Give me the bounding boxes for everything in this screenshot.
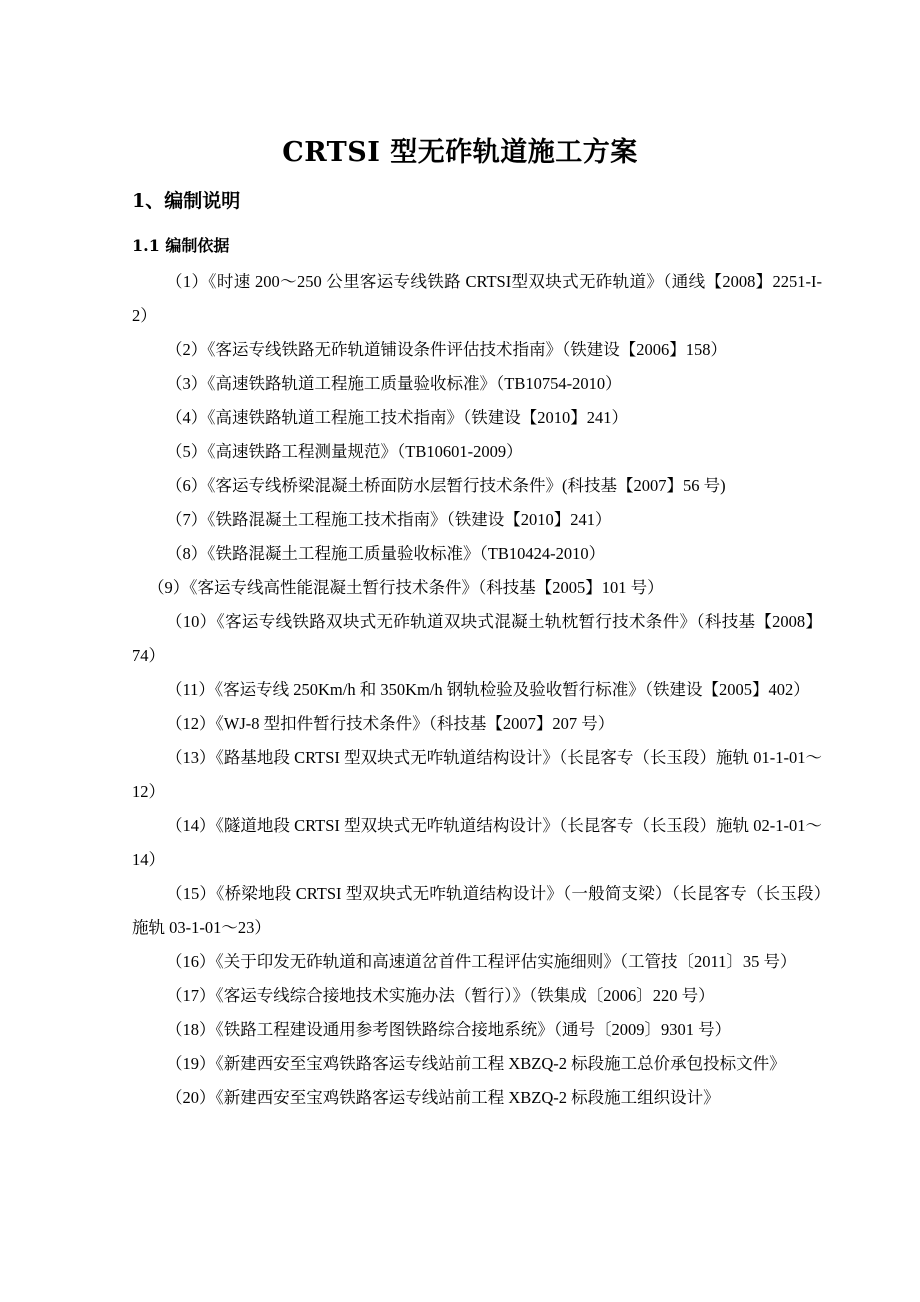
reference-item xyxy=(132,401,822,435)
reference-text: 《客运专线 250Km/h 和 350Km/h 钢轨检验及验收暂行标准》（铁建设【2005】402） xyxy=(214,680,810,699)
reference-text: 《新建西安至宝鸡铁路客运专线站前工程 XBZQ-2 标段施工总价承包投标文件》 xyxy=(215,1054,786,1073)
reference-number: （3） xyxy=(166,374,208,393)
reference-number: （1） xyxy=(166,272,209,291)
reference-text: 《桥梁地段 CRTSI 型双块式无咋轨道结构设计》（一般简支梁）（长昆客专（长玉段）施轨 03-1-01～23） xyxy=(132,884,823,937)
reference-text: 《高速铁路轨道工程施工质量验收标准》（TB10754-2010） xyxy=(207,374,622,393)
reference-item xyxy=(132,537,822,571)
reference-number: （17） xyxy=(166,986,216,1005)
reference-text: 《铁路工程建设通用参考图铁路综合接地系统》（通号〔2009〕9301 号） xyxy=(215,1020,732,1039)
reference-number: （13） xyxy=(166,748,216,767)
reference-item xyxy=(132,333,822,367)
reference-item xyxy=(132,673,822,707)
reference-number: （11） xyxy=(166,680,215,699)
reference-item xyxy=(132,367,822,401)
reference-text: 《高速铁路工程测量规范》（TB10601-2009） xyxy=(207,442,523,461)
reference-item xyxy=(132,469,822,503)
reference-item xyxy=(132,1081,822,1115)
reference-number: （9） xyxy=(148,578,190,597)
reference-text: 《客运专线高性能混凝土暂行技术条件》（科技基【2005】101 号） xyxy=(189,578,664,597)
reference-number: （4） xyxy=(166,408,208,427)
reference-item xyxy=(132,503,822,537)
reference-item xyxy=(132,1047,822,1081)
reference-list xyxy=(132,265,822,1115)
reference-number: （19） xyxy=(166,1054,216,1073)
reference-number: （18） xyxy=(166,1020,216,1039)
reference-item xyxy=(132,809,822,877)
reference-text: 《新建西安至宝鸡铁路客运专线站前工程 XBZQ-2 标段施工组织设计》 xyxy=(215,1088,720,1107)
reference-text: 《关于印发无砟轨道和高速道岔首件工程评估实施细则》（工管技〔2011〕35 号） xyxy=(215,952,797,971)
reference-text: 《客运专线桥梁混凝土桥面防水层暂行技术条件》(科技基【2007】56 号) xyxy=(207,476,726,495)
section-heading: 1、编制说明 xyxy=(132,190,241,212)
reference-number: （7） xyxy=(166,510,208,529)
subsection-heading: 1.1 编制依据 xyxy=(132,236,230,255)
reference-item xyxy=(132,979,822,1013)
reference-number: （6） xyxy=(166,476,208,495)
reference-text: 《客运专线铁路无砟轨道铺设条件评估技术指南》（铁建设【2006】158） xyxy=(207,340,727,359)
reference-item xyxy=(132,1013,822,1047)
reference-number: （14） xyxy=(166,816,216,835)
reference-number: （12） xyxy=(166,714,216,733)
reference-item xyxy=(132,707,822,741)
reference-text: 《高速铁路轨道工程施工技术指南》（铁建设【2010】241） xyxy=(207,408,628,427)
reference-text: 《时速 200～250 公里客运专线铁路 CRTSI型双块式无砟轨道》（通线【2008】2251-I-2） xyxy=(132,272,822,325)
reference-text: 《客运专线铁路双块式无砟轨道双块式混凝土轨枕暂行技术条件》（科技基【2008】74） xyxy=(132,612,823,665)
reference-text: 《铁路混凝土工程施工质量验收标准》（TB10424-2010） xyxy=(207,544,606,563)
reference-item xyxy=(132,945,822,979)
reference-item xyxy=(132,435,822,469)
reference-item xyxy=(132,605,822,673)
reference-number: （2） xyxy=(166,340,208,359)
reference-item xyxy=(132,571,822,605)
reference-item xyxy=(132,741,822,809)
reference-number: （10） xyxy=(166,612,217,631)
reference-number: （8） xyxy=(166,544,208,563)
reference-item xyxy=(132,265,822,333)
reference-number: （15） xyxy=(166,884,217,903)
reference-text: 《客运专线综合接地技术实施办法（暂行）》（铁集成〔2006〕220 号） xyxy=(215,986,715,1005)
reference-number: （20） xyxy=(166,1088,216,1107)
reference-number: （16） xyxy=(166,952,216,971)
reference-number: （5） xyxy=(166,442,208,461)
reference-text: 《路基地段 CRTSI 型双块式无咋轨道结构设计》（长昆客专（长玉段）施轨 01-1-01～12） xyxy=(132,748,822,801)
document-title: CRTSI 型无砟轨道施工方案 xyxy=(282,137,638,168)
reference-text: 《铁路混凝土工程施工技术指南》（铁建设【2010】241） xyxy=(207,510,612,529)
reference-text: 《WJ-8 型扣件暂行技术条件》（科技基【2007】207 号） xyxy=(215,714,615,733)
reference-item xyxy=(132,877,822,945)
reference-text: 《隧道地段 CRTSI 型双块式无咋轨道结构设计》（长昆客专（长玉段）施轨 02-1-01～14） xyxy=(132,816,822,869)
